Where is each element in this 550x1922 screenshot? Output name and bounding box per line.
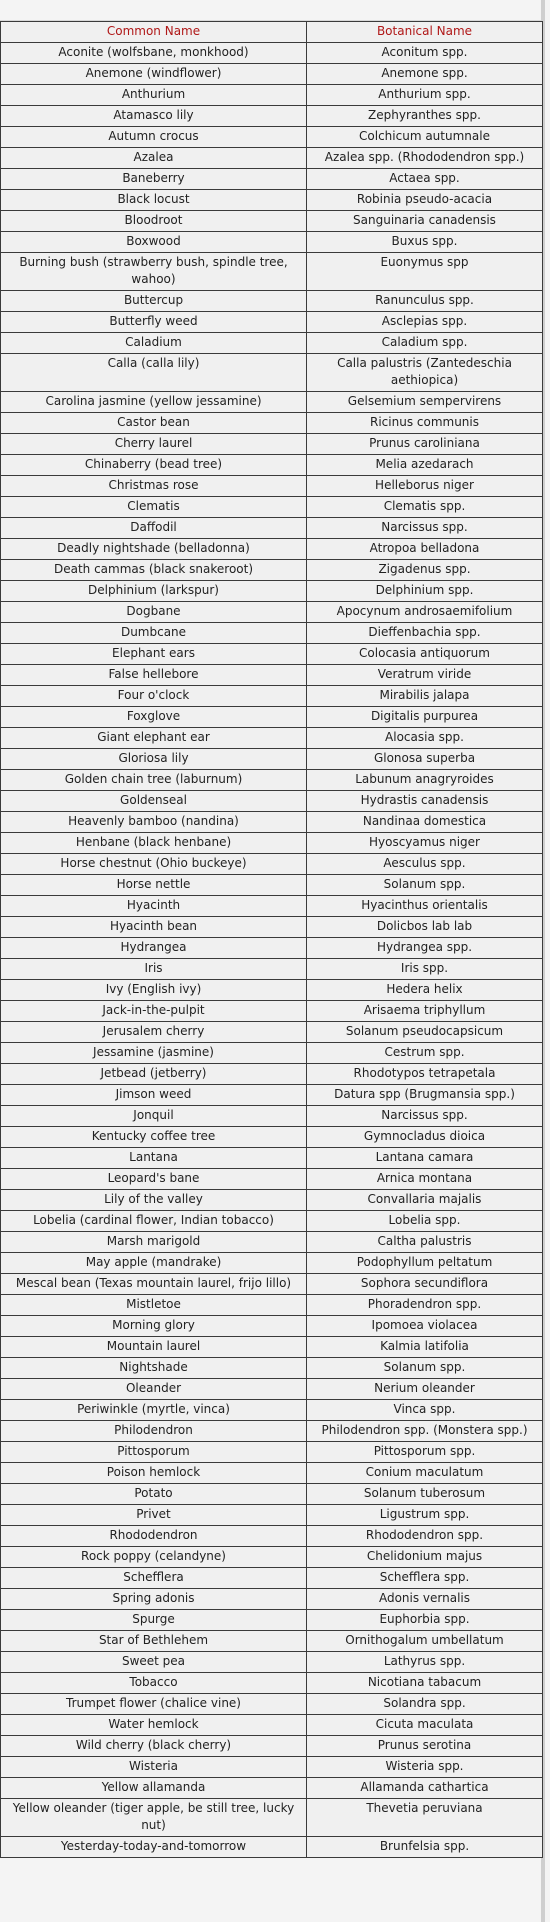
common-name-cell: Chinaberry (bead tree)	[1, 455, 307, 476]
botanical-name-cell: Actaea spp.	[307, 169, 543, 190]
common-name-cell: Heavenly bamboo (nandina)	[1, 812, 307, 833]
table-row	[1, 1232, 543, 1253]
botanical-name-cell: Lathyrus spp.	[307, 1652, 543, 1673]
table-row	[1, 1778, 543, 1799]
botanical-name-cell: Ipomoea violacea	[307, 1316, 543, 1337]
botanical-name-cell: Nandinaa domestica	[307, 812, 543, 833]
table-row	[1, 1148, 543, 1169]
botanical-name-cell: Labunum anagryroides	[307, 770, 543, 791]
common-name-cell: Henbane (black henbane)	[1, 833, 307, 854]
table-row	[1, 1547, 543, 1568]
botanical-name-cell: Ranunculus spp.	[307, 291, 543, 312]
botanical-name-cell: Clematis spp.	[307, 497, 543, 518]
botanical-name-cell: Apocynum androsaemifolium	[307, 602, 543, 623]
table-row	[1, 1211, 543, 1232]
common-name-cell: Bloodroot	[1, 211, 307, 232]
table-row	[1, 539, 543, 560]
table-row	[1, 1505, 543, 1526]
common-name-cell: Giant elephant ear	[1, 728, 307, 749]
table-row	[1, 413, 543, 434]
table-row	[1, 476, 543, 497]
botanical-name-cell: Chelidonium majus	[307, 1547, 543, 1568]
common-name-cell: Hyacinth	[1, 896, 307, 917]
botanical-name-cell: Aconitum spp.	[307, 43, 543, 64]
botanical-name-cell: Lantana camara	[307, 1148, 543, 1169]
table-row	[1, 291, 543, 312]
botanical-name-cell: Dieffenbachia spp.	[307, 623, 543, 644]
table-row	[1, 665, 543, 686]
table-row	[1, 644, 543, 665]
botanical-name-cell: Narcissus spp.	[307, 518, 543, 539]
common-name-cell: Buttercup	[1, 291, 307, 312]
botanical-name-cell: Solanum spp.	[307, 875, 543, 896]
common-name-cell: Sweet pea	[1, 1652, 307, 1673]
common-name-cell: Mescal bean (Texas mountain laurel, frijo lillo)	[1, 1274, 307, 1295]
table-row	[1, 148, 543, 169]
common-name-cell: Calla (calla lily)	[1, 354, 307, 392]
common-name-cell: Leopard's bane	[1, 1169, 307, 1190]
botanical-name-cell: Zephyranthes spp.	[307, 106, 543, 127]
common-name-cell: Anemone (windflower)	[1, 64, 307, 85]
common-name-cell: Dogbane	[1, 602, 307, 623]
common-name-cell: Spring adonis	[1, 1589, 307, 1610]
botanical-name-cell: Nerium oleander	[307, 1379, 543, 1400]
botanical-name-cell: Alocasia spp.	[307, 728, 543, 749]
common-name-cell: Elephant ears	[1, 644, 307, 665]
table-row	[1, 434, 543, 455]
botanical-name-cell: Gelsemium sempervirens	[307, 392, 543, 413]
common-name-cell: Clematis	[1, 497, 307, 518]
botanical-name-cell: Cicuta maculata	[307, 1715, 543, 1736]
common-name-cell: Wisteria	[1, 1757, 307, 1778]
table-row	[1, 1484, 543, 1505]
common-name-cell: Daffodil	[1, 518, 307, 539]
common-name-cell: Autumn crocus	[1, 127, 307, 148]
common-name-cell: Four o'clock	[1, 686, 307, 707]
table-row	[1, 770, 543, 791]
botanical-name-cell: Azalea spp. (Rhododendron spp.)	[307, 148, 543, 169]
table-row	[1, 1610, 543, 1631]
table-row	[1, 1022, 543, 1043]
table-row	[1, 1421, 543, 1442]
table-row	[1, 1631, 543, 1652]
table-row	[1, 253, 543, 291]
botanical-name-cell: Asclepias spp.	[307, 312, 543, 333]
table-row	[1, 854, 543, 875]
botanical-name-cell: Cestrum spp.	[307, 1043, 543, 1064]
table-row	[1, 1715, 543, 1736]
common-name-cell: Poison hemlock	[1, 1463, 307, 1484]
common-name-cell: Carolina jasmine (yellow jessamine)	[1, 392, 307, 413]
botanical-name-cell: Atropoa belladona	[307, 539, 543, 560]
common-name-cell: Jack-in-the-pulpit	[1, 1001, 307, 1022]
botanical-name-cell: Kalmia latifolia	[307, 1337, 543, 1358]
botanical-name-cell: Philodendron spp. (Monstera spp.)	[307, 1421, 543, 1442]
table-row	[1, 232, 543, 253]
botanical-name-cell: Narcissus spp.	[307, 1106, 543, 1127]
common-name-cell: Butterfly weed	[1, 312, 307, 333]
table-row	[1, 497, 543, 518]
table-row	[1, 833, 543, 854]
table-row	[1, 959, 543, 980]
table-row	[1, 1043, 543, 1064]
botanical-name-cell: Lobelia spp.	[307, 1211, 543, 1232]
botanical-name-cell: Hyoscyamus niger	[307, 833, 543, 854]
common-name-cell: Jimson weed	[1, 1085, 307, 1106]
table-row	[1, 106, 543, 127]
table-row	[1, 1274, 543, 1295]
botanical-name-cell: Ornithogalum umbellatum	[307, 1631, 543, 1652]
botanical-name-cell: Schefflera spp.	[307, 1568, 543, 1589]
table-row	[1, 1085, 543, 1106]
botanical-name-cell: Ricinus communis	[307, 413, 543, 434]
botanical-name-cell: Iris spp.	[307, 959, 543, 980]
table-row	[1, 1316, 543, 1337]
common-name-cell: False hellebore	[1, 665, 307, 686]
botanical-name-cell: Arnica montana	[307, 1169, 543, 1190]
table-row	[1, 1169, 543, 1190]
botanical-name-cell: Melia azedarach	[307, 455, 543, 476]
table-row	[1, 1064, 543, 1085]
table-row	[1, 43, 543, 64]
botanical-name-cell: Delphinium spp.	[307, 581, 543, 602]
common-name-cell: Hydrangea	[1, 938, 307, 959]
botanical-name-cell: Anthurium spp.	[307, 85, 543, 106]
botanical-name-cell: Convallaria majalis	[307, 1190, 543, 1211]
table-row	[1, 938, 543, 959]
botanical-name-cell: Anemone spp.	[307, 64, 543, 85]
botanical-name-cell: Podophyllum peltatum	[307, 1253, 543, 1274]
common-name-cell: Black locust	[1, 190, 307, 211]
table-row	[1, 333, 543, 354]
botanical-name-cell: Datura spp (Brugmansia spp.)	[307, 1085, 543, 1106]
common-name-cell: Jetbead (jetberry)	[1, 1064, 307, 1085]
common-name-cell: Mountain laurel	[1, 1337, 307, 1358]
common-name-cell: Hyacinth bean	[1, 917, 307, 938]
table-row	[1, 190, 543, 211]
botanical-name-cell: Pittosporum spp.	[307, 1442, 543, 1463]
table-row	[1, 602, 543, 623]
common-name-cell: Horse chestnut (Ohio buckeye)	[1, 854, 307, 875]
common-name-cell: Golden chain tree (laburnum)	[1, 770, 307, 791]
table-row	[1, 1463, 543, 1484]
botanical-name-cell: Helleborus niger	[307, 476, 543, 497]
table-row	[1, 85, 543, 106]
botanical-name-cell: Euonymus spp	[307, 253, 543, 291]
common-name-cell: Yellow oleander (tiger apple, be still tree, lucky nut)	[1, 1799, 307, 1837]
botanical-name-cell: Colchicum autumnale	[307, 127, 543, 148]
botanical-name-cell: Phoradendron spp.	[307, 1295, 543, 1316]
common-name-cell: Cherry laurel	[1, 434, 307, 455]
common-name-cell: Trumpet flower (chalice vine)	[1, 1694, 307, 1715]
botanical-name-cell: Brunfelsia spp.	[307, 1837, 543, 1858]
table-row	[1, 686, 543, 707]
common-name-cell: Nightshade	[1, 1358, 307, 1379]
common-name-cell: Water hemlock	[1, 1715, 307, 1736]
common-name-cell: Baneberry	[1, 169, 307, 190]
table-row	[1, 791, 543, 812]
common-name-cell: Philodendron	[1, 1421, 307, 1442]
common-name-cell: Wild cherry (black cherry)	[1, 1736, 307, 1757]
top-bar	[0, 0, 541, 21]
common-name-cell: Azalea	[1, 148, 307, 169]
table-row	[1, 812, 543, 833]
botanical-name-cell: Sophora secundiflora	[307, 1274, 543, 1295]
botanical-name-cell: Vinca spp.	[307, 1400, 543, 1421]
common-name-cell: Atamasco lily	[1, 106, 307, 127]
common-name-cell: Jerusalem cherry	[1, 1022, 307, 1043]
table-row	[1, 1736, 543, 1757]
common-name-cell: Horse nettle	[1, 875, 307, 896]
table-row	[1, 1379, 543, 1400]
common-name-cell: Anthurium	[1, 85, 307, 106]
common-name-cell: Delphinium (larkspur)	[1, 581, 307, 602]
botanical-name-cell: Nicotiana tabacum	[307, 1673, 543, 1694]
common-name-cell: Oleander	[1, 1379, 307, 1400]
table-row	[1, 1799, 543, 1837]
botanical-name-cell: Dolicbos lab lab	[307, 917, 543, 938]
header-botanical-name: Botanical Name	[307, 22, 543, 43]
table-row	[1, 1358, 543, 1379]
common-name-cell: Iris	[1, 959, 307, 980]
table-row	[1, 623, 543, 644]
table-row	[1, 1001, 543, 1022]
common-name-cell: Aconite (wolfsbane, monkhood)	[1, 43, 307, 64]
table-row	[1, 1837, 543, 1858]
table-row	[1, 1400, 543, 1421]
table-row	[1, 1694, 543, 1715]
table-row	[1, 1589, 543, 1610]
botanical-name-cell: Prunus caroliniana	[307, 434, 543, 455]
table-row	[1, 875, 543, 896]
common-name-cell: Caladium	[1, 333, 307, 354]
common-name-cell: Boxwood	[1, 232, 307, 253]
poisonous-plants-table	[0, 21, 543, 1858]
table-row	[1, 312, 543, 333]
common-name-cell: Burning bush (strawberry bush, spindle tree, wahoo)	[1, 253, 307, 291]
common-name-cell: Deadly nightshade (belladonna)	[1, 539, 307, 560]
table-row	[1, 64, 543, 85]
table-row	[1, 1295, 543, 1316]
table-row	[1, 211, 543, 232]
table-row	[1, 1253, 543, 1274]
botanical-name-cell: Digitalis purpurea	[307, 707, 543, 728]
botanical-name-cell: Wisteria spp.	[307, 1757, 543, 1778]
table-row	[1, 455, 543, 476]
common-name-cell: Jonquil	[1, 1106, 307, 1127]
common-name-cell: Death cammas (black snakeroot)	[1, 560, 307, 581]
table-row	[1, 1127, 543, 1148]
table-row	[1, 749, 543, 770]
botanical-name-cell: Solandra spp.	[307, 1694, 543, 1715]
botanical-name-cell: Sanguinaria canadensis	[307, 211, 543, 232]
botanical-name-cell: Glonosa superba	[307, 749, 543, 770]
common-name-cell: Goldenseal	[1, 791, 307, 812]
table-row	[1, 354, 543, 392]
table-body	[1, 43, 543, 1858]
table-row	[1, 1106, 543, 1127]
table-row	[1, 169, 543, 190]
table-row	[1, 1673, 543, 1694]
common-name-cell: Tobacco	[1, 1673, 307, 1694]
botanical-name-cell: Rhododendron spp.	[307, 1526, 543, 1547]
botanical-name-cell: Solanum spp.	[307, 1358, 543, 1379]
botanical-name-cell: Hyacinthus orientalis	[307, 896, 543, 917]
botanical-name-cell: Aesculus spp.	[307, 854, 543, 875]
common-name-cell: Kentucky coffee tree	[1, 1127, 307, 1148]
common-name-cell: Yesterday-today-and-tomorrow	[1, 1837, 307, 1858]
table-row	[1, 1757, 543, 1778]
botanical-name-cell: Thevetia peruviana	[307, 1799, 543, 1837]
table-row	[1, 1337, 543, 1358]
common-name-cell: Privet	[1, 1505, 307, 1526]
common-name-cell: May apple (mandrake)	[1, 1253, 307, 1274]
common-name-cell: Pittosporum	[1, 1442, 307, 1463]
botanical-name-cell: Caladium spp.	[307, 333, 543, 354]
botanical-name-cell: Caltha palustris	[307, 1232, 543, 1253]
botanical-name-cell: Euphorbia spp.	[307, 1610, 543, 1631]
common-name-cell: Marsh marigold	[1, 1232, 307, 1253]
common-name-cell: Potato	[1, 1484, 307, 1505]
botanical-name-cell: Zigadenus spp.	[307, 560, 543, 581]
table-row	[1, 917, 543, 938]
table-row	[1, 518, 543, 539]
botanical-name-cell: Arisaema triphyllum	[307, 1001, 543, 1022]
table-row	[1, 1652, 543, 1673]
botanical-name-cell: Veratrum viride	[307, 665, 543, 686]
botanical-name-cell: Ligustrum spp.	[307, 1505, 543, 1526]
table-row	[1, 728, 543, 749]
header-common-name: Common Name	[1, 22, 307, 43]
table-row	[1, 581, 543, 602]
common-name-cell: Rhododendron	[1, 1526, 307, 1547]
common-name-cell: Mistletoe	[1, 1295, 307, 1316]
common-name-cell: Lily of the valley	[1, 1190, 307, 1211]
table-row	[1, 127, 543, 148]
common-name-cell: Yellow allamanda	[1, 1778, 307, 1799]
table-row	[1, 896, 543, 917]
table-row	[1, 1190, 543, 1211]
botanical-name-cell: Solanum tuberosum	[307, 1484, 543, 1505]
common-name-cell: Lobelia (cardinal flower, Indian tobacco)	[1, 1211, 307, 1232]
botanical-name-cell: Hydrastis canadensis	[307, 791, 543, 812]
common-name-cell: Castor bean	[1, 413, 307, 434]
header-row	[1, 22, 543, 43]
botanical-name-cell: Mirabilis jalapa	[307, 686, 543, 707]
common-name-cell: Gloriosa lily	[1, 749, 307, 770]
botanical-name-cell: Conium maculatum	[307, 1463, 543, 1484]
common-name-cell: Periwinkle (myrtle, vinca)	[1, 1400, 307, 1421]
common-name-cell: Dumbcane	[1, 623, 307, 644]
common-name-cell: Christmas rose	[1, 476, 307, 497]
botanical-name-cell: Buxus spp.	[307, 232, 543, 253]
table-row	[1, 1526, 543, 1547]
botanical-name-cell: Hedera helix	[307, 980, 543, 1001]
common-name-cell: Ivy (English ivy)	[1, 980, 307, 1001]
botanical-name-cell: Adonis vernalis	[307, 1589, 543, 1610]
common-name-cell: Rock poppy (celandyne)	[1, 1547, 307, 1568]
common-name-cell: Star of Bethlehem	[1, 1631, 307, 1652]
common-name-cell: Spurge	[1, 1610, 307, 1631]
botanical-name-cell: Hydrangea spp.	[307, 938, 543, 959]
table-row	[1, 980, 543, 1001]
botanical-name-cell: Calla palustris (Zantedeschia aethiopica)	[307, 354, 543, 392]
botanical-name-cell: Solanum pseudocapsicum	[307, 1022, 543, 1043]
botanical-name-cell: Allamanda cathartica	[307, 1778, 543, 1799]
common-name-cell: Lantana	[1, 1148, 307, 1169]
common-name-cell: Jessamine (jasmine)	[1, 1043, 307, 1064]
common-name-cell: Morning glory	[1, 1316, 307, 1337]
table-row	[1, 560, 543, 581]
table-row	[1, 1568, 543, 1589]
botanical-name-cell: Robinia pseudo-acacia	[307, 190, 543, 211]
botanical-name-cell: Colocasia antiquorum	[307, 644, 543, 665]
table-row	[1, 392, 543, 413]
common-name-cell: Foxglove	[1, 707, 307, 728]
table-row	[1, 1442, 543, 1463]
common-name-cell: Schefflera	[1, 1568, 307, 1589]
botanical-name-cell: Gymnocladus dioica	[307, 1127, 543, 1148]
botanical-name-cell: Rhodotypos tetrapetala	[307, 1064, 543, 1085]
botanical-name-cell: Prunus serotina	[307, 1736, 543, 1757]
table-row	[1, 707, 543, 728]
